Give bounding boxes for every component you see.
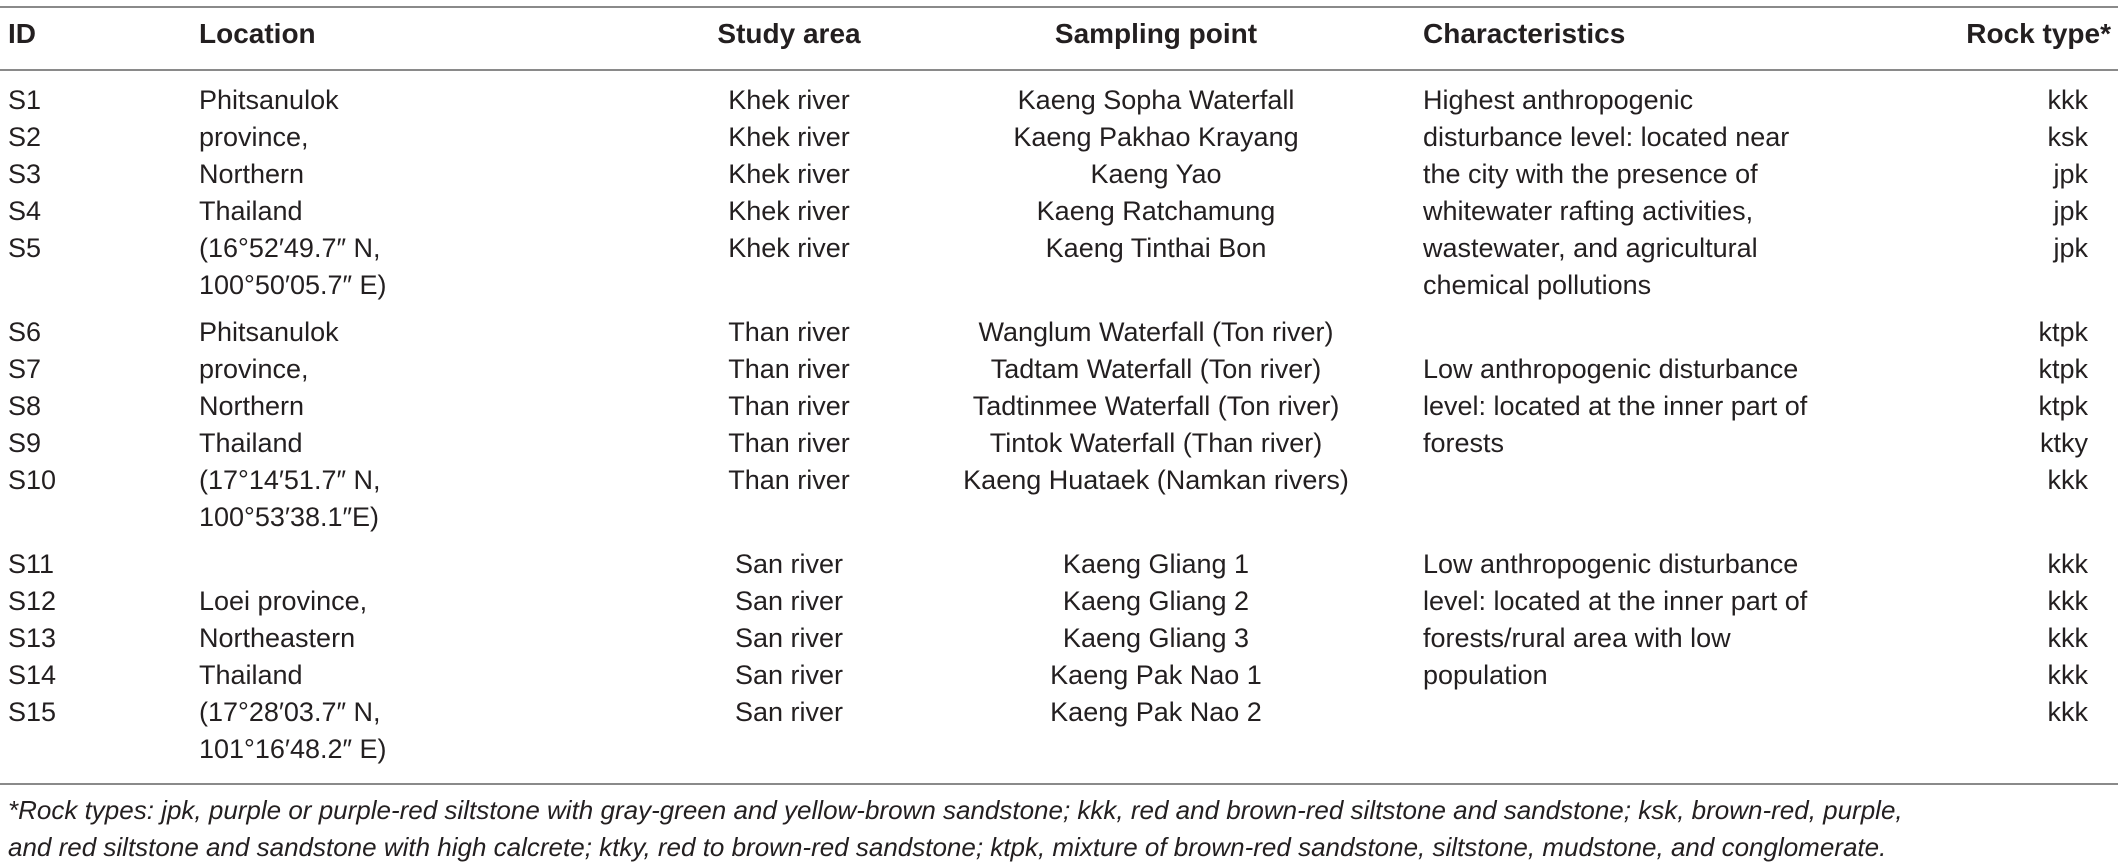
cell-location-line: Northern	[199, 159, 305, 189]
cell-location-line: Thailand	[199, 428, 303, 458]
cell-id: S6	[8, 317, 42, 347]
cell-sampling-point: Tadtinmee Waterfall (Ton river)	[972, 391, 1340, 421]
cell-characteristics-line: disturbance level: located near	[1423, 122, 1790, 152]
cell-sampling-point: Wanglum Waterfall (Ton river)	[978, 317, 1334, 347]
cell-sampling-point: Tintok Waterfall (Than river)	[989, 428, 1323, 458]
cell-characteristics-line: Highest anthropogenic	[1423, 85, 1694, 115]
cell-characteristics-line: forests/rural area with low	[1423, 623, 1731, 653]
header-sampling-point: Sampling point	[1054, 18, 1258, 49]
cell-rock-type: ktpk	[2038, 354, 2088, 384]
cell-rock-type: ktky	[2039, 428, 2088, 458]
cell-rock-type: kkk	[2047, 660, 2088, 690]
cell-id: S1	[8, 85, 42, 115]
cell-study-area: Than river	[728, 317, 850, 347]
cell-rock-type: ksk	[2047, 122, 2088, 152]
cell-study-area: San river	[734, 660, 844, 690]
cell-characteristics-line: forests	[1423, 428, 1505, 458]
cell-study-area: Khek river	[728, 122, 850, 152]
header-study-area: Study area	[717, 18, 861, 49]
cell-id: S5	[8, 233, 42, 263]
cell-rock-type: jpk	[2053, 233, 2088, 263]
cell-rock-type: kkk	[2047, 586, 2088, 616]
cell-location-line: (17°28′03.7″ N,	[199, 697, 381, 727]
cell-id: S11	[8, 549, 55, 579]
header-id: ID	[8, 18, 36, 49]
cell-location-line: province,	[199, 122, 309, 152]
cell-location-line: Loei province,	[199, 586, 368, 616]
cell-location-line: (17°14′51.7″ N,	[199, 465, 381, 495]
cell-location-line: Northeastern	[199, 623, 356, 653]
cell-rock-type: kkk	[2047, 85, 2088, 115]
cell-rock-type: ktpk	[2038, 317, 2088, 347]
cell-characteristics-line: Low anthropogenic disturbance	[1423, 549, 1799, 579]
cell-study-area: San river	[734, 549, 844, 579]
cell-sampling-point: Kaeng Tinthai Bon	[1045, 233, 1267, 263]
cell-sampling-point: Kaeng Gliang 3	[1062, 623, 1250, 653]
cell-location-line: 101°16′48.2″ E)	[199, 734, 387, 764]
cell-characteristics-line: wastewater, and agricultural	[1423, 233, 1758, 263]
header-rule	[0, 69, 2118, 71]
cell-location-line: Northern	[199, 391, 305, 421]
cell-study-area: Than river	[728, 391, 850, 421]
cell-id: S14	[8, 660, 57, 690]
cell-rock-type: jpk	[2053, 159, 2088, 189]
footnote-line: and red siltstone and sandstone with high calcrete; ktky, red to brown-red sandstone; ktpk, mixture of brown-red sandstone, siltstone, mudstone, and conglomerate.	[8, 832, 1887, 862]
cell-sampling-point: Kaeng Ratchamung	[1036, 196, 1276, 226]
cell-study-area: San river	[734, 623, 844, 653]
cell-location-line: Thailand	[199, 196, 303, 226]
cell-location-line: Phitsanulok	[199, 85, 339, 115]
cell-study-area: Khek river	[728, 196, 850, 226]
cell-sampling-point: Kaeng Yao	[1090, 159, 1222, 189]
cell-rock-type: jpk	[2053, 196, 2088, 226]
cell-id: S9	[8, 428, 42, 458]
cell-characteristics-line: chemical pollutions	[1423, 270, 1652, 300]
cell-id: S13	[8, 623, 57, 653]
cell-study-area: San river	[734, 697, 844, 727]
cell-id: S15	[8, 697, 57, 727]
top-rule	[0, 6, 2118, 8]
cell-study-area: Khek river	[728, 159, 850, 189]
cell-study-area: Than river	[728, 354, 850, 384]
cell-id: S8	[8, 391, 42, 421]
cell-location-line: 100°50′05.7″ E)	[199, 270, 387, 300]
cell-rock-type: kkk	[2047, 697, 2088, 727]
cell-characteristics-line: population	[1423, 660, 1548, 690]
cell-location-line: (16°52′49.7″ N,	[199, 233, 381, 263]
cell-rock-type: kkk	[2047, 623, 2088, 653]
cell-rock-type: kkk	[2047, 549, 2088, 579]
cell-rock-type: ktpk	[2038, 391, 2088, 421]
header-location: Location	[199, 18, 316, 49]
footnote-line: *Rock types: jpk, purple or purple-red siltstone with gray-green and yellow-brown sandstone; kkk, red and brown-red siltstone and sandstone; ksk, brown-red, purple,	[8, 795, 1903, 825]
cell-rock-type: kkk	[2047, 465, 2088, 495]
cell-id: S12	[8, 586, 57, 616]
table-footnote	[8, 792, 2112, 866]
cell-location-line: province,	[199, 354, 309, 384]
cell-characteristics-line: the city with the presence of	[1423, 159, 1758, 189]
cell-characteristics-line: level: located at the inner part of	[1423, 586, 1808, 616]
cell-sampling-point: Tadtam Waterfall (Ton river)	[990, 354, 1322, 384]
cell-sampling-point: Kaeng Gliang 2	[1062, 586, 1250, 616]
cell-characteristics-line: Low anthropogenic disturbance	[1423, 354, 1799, 384]
cell-location-line: Thailand	[199, 660, 303, 690]
cell-characteristics-line: level: located at the inner part of	[1423, 391, 1808, 421]
cell-id: S3	[8, 159, 42, 189]
cell-study-area: Than river	[728, 465, 850, 495]
cell-study-area: Khek river	[728, 233, 850, 263]
cell-id: S7	[8, 354, 42, 384]
cell-sampling-point: Kaeng Pak Nao 1	[1050, 660, 1262, 690]
header-rock-type: Rock type*	[1966, 18, 2111, 49]
cell-sampling-point: Kaeng Pak Nao 2	[1050, 697, 1262, 727]
cell-study-area: Khek river	[728, 85, 850, 115]
cell-id: S2	[8, 122, 42, 152]
cell-id: S4	[8, 196, 42, 226]
cell-study-area: Than river	[728, 428, 850, 458]
cell-id: S10	[8, 465, 57, 495]
cell-sampling-point: Kaeng Pakhao Krayang	[1013, 122, 1299, 152]
header-characteristics: Characteristics	[1423, 18, 1626, 49]
cell-study-area: San river	[734, 586, 844, 616]
cell-sampling-point: Kaeng Gliang 1	[1062, 549, 1250, 579]
cell-location-line: 100°53′38.1″E)	[199, 502, 380, 532]
cell-characteristics-line: whitewater rafting activities,	[1423, 196, 1754, 226]
bottom-rule	[0, 783, 2118, 785]
cell-location-line: Phitsanulok	[199, 317, 339, 347]
cell-sampling-point: Kaeng Huataek (Namkan rivers)	[963, 465, 1349, 495]
cell-sampling-point: Kaeng Sopha Waterfall	[1017, 85, 1295, 115]
